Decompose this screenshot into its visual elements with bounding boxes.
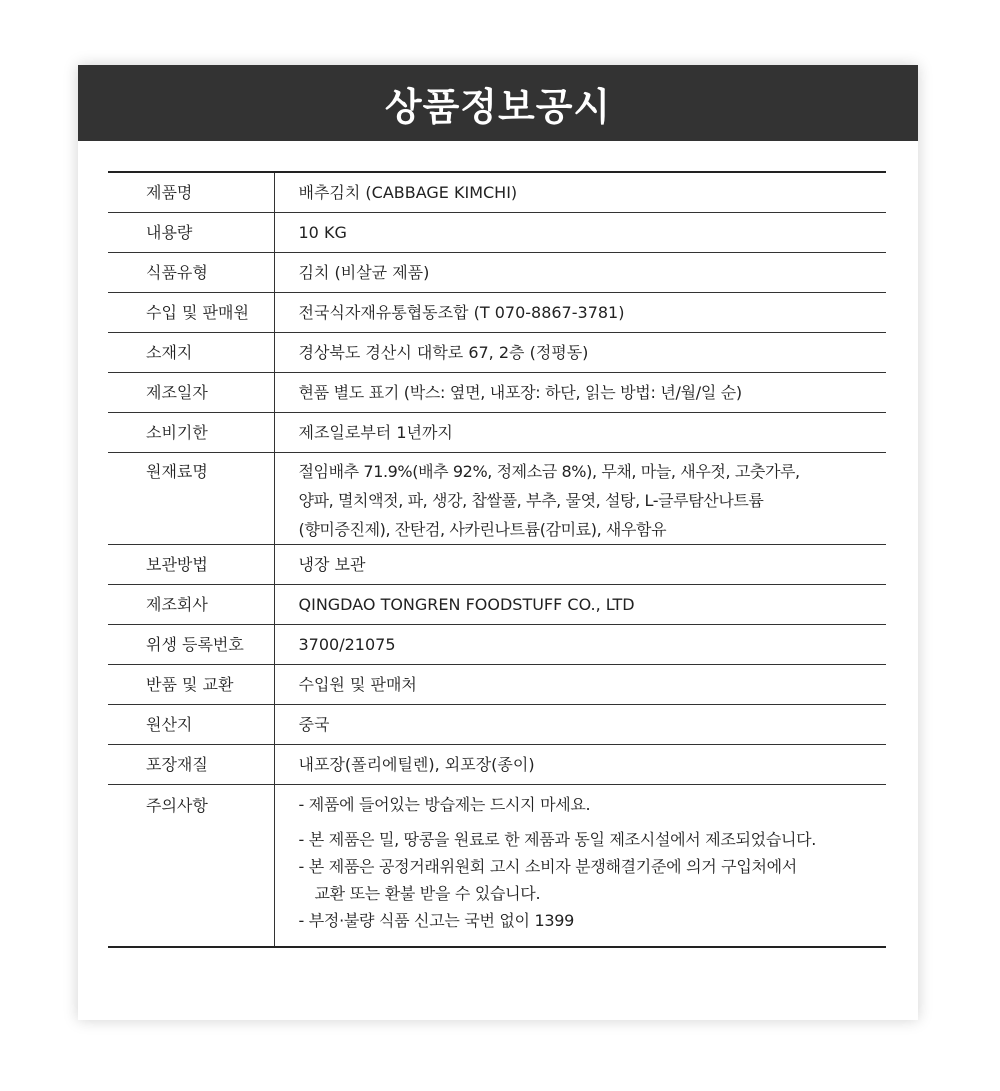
row-value: 수입원 및 판매처 [298, 675, 417, 694]
row-value: 전국식자재유통협동조합 (T 070-8867-3781) [298, 303, 625, 322]
row-label: 위생 등록번호 [108, 625, 274, 665]
row-value: 제조일로부터 1년까지 [298, 423, 453, 442]
table-row [108, 665, 886, 705]
row-label: 주의사항 [108, 785, 274, 948]
notice-line: - 부정·불량 식품 신고는 국번 없이 1399 [298, 911, 575, 930]
row-label: 소재지 [108, 333, 274, 373]
row-value: QINGDAO TONGREN FOODSTUFF CO., LTD [298, 595, 635, 614]
table-row [108, 333, 886, 373]
table-row [108, 413, 886, 453]
notice-line: - 제품에 들어있는 방습제는 드시지 마세요. [298, 795, 591, 814]
row-value: 냉장 보관 [298, 555, 366, 574]
notice-line: - 본 제품은 밀, 땅콩을 원료로 한 제품과 동일 제조시설에서 제조되었습니다. [298, 830, 817, 849]
table-row [108, 213, 886, 253]
row-value: 내포장(폴리에틸렌), 외포장(종이) [298, 755, 535, 774]
row-value: 배추김치 (CABBAGE KIMCHI) [298, 183, 518, 202]
table-row [108, 785, 886, 948]
row-value: 현품 별도 표기 (박스: 옆면, 내포장: 하단, 읽는 방법: 년/월/일 순) [298, 383, 742, 402]
row-label: 수입 및 판매원 [108, 293, 274, 333]
table-row [108, 253, 886, 293]
materials-line: 양파, 멸치액젓, 파, 생강, 찹쌀풀, 부추, 물엿, 설탕, L-글루탐산나트륨 [298, 491, 764, 510]
table-row [108, 585, 886, 625]
table-row [108, 293, 886, 333]
row-label: 원재료명 [108, 453, 274, 545]
product-info-table [108, 171, 886, 948]
row-label: 제조회사 [108, 585, 274, 625]
row-value-notes [274, 785, 886, 948]
row-value: 10 KG [298, 223, 347, 242]
row-value: 경상북도 경산시 대학로 67, 2층 (정평동) [298, 343, 589, 362]
notice-line: - 본 제품은 공정거래위원회 고시 소비자 분쟁해결기준에 의거 구입처에서 [298, 857, 797, 876]
row-label: 원산지 [108, 705, 274, 745]
row-value: 김치 (비살균 제품) [298, 263, 430, 282]
row-value-materials [274, 453, 886, 545]
table-row [108, 625, 886, 665]
page-title: 상품정보공시 [78, 65, 918, 141]
row-label: 보관방법 [108, 545, 274, 585]
row-label: 반품 및 교환 [108, 665, 274, 705]
product-info-card [78, 65, 918, 1020]
materials-line: (향미증진제), 잔탄검, 사카린나트륨(감미료), 새우함유 [298, 520, 667, 539]
row-label: 소비기한 [108, 413, 274, 453]
row-label: 제품명 [108, 172, 274, 213]
table-row [108, 705, 886, 745]
materials-line: 절임배추 71.9%(배추 92%, 정제소금 8%), 무채, 마늘, 새우젓, 고춧가루, [298, 462, 800, 481]
row-label: 식품유형 [108, 253, 274, 293]
notice-line: 교환 또는 환불 받을 수 있습니다. [314, 884, 541, 903]
table-row [108, 373, 886, 413]
table-row [108, 745, 886, 785]
row-label: 포장재질 [108, 745, 274, 785]
table-row [108, 453, 886, 545]
row-value: 중국 [298, 715, 330, 734]
table-row [108, 545, 886, 585]
row-value: 3700/21075 [298, 635, 396, 654]
table-row [108, 172, 886, 213]
row-label: 제조일자 [108, 373, 274, 413]
row-label: 내용량 [108, 213, 274, 253]
